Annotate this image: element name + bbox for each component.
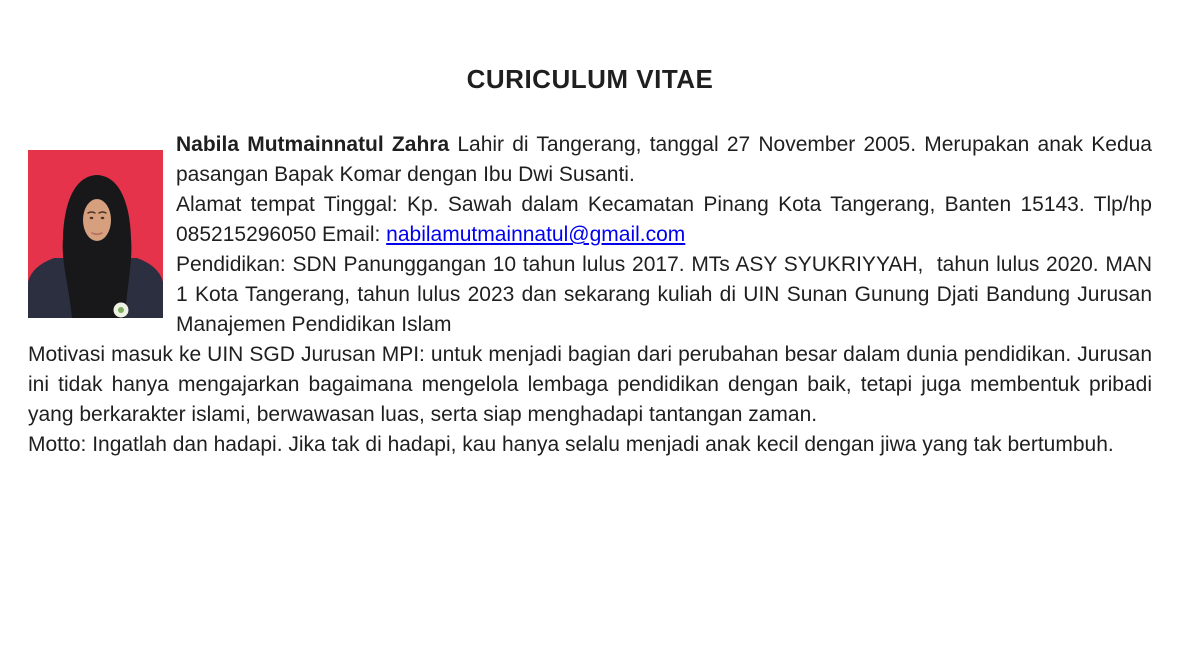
left-eye	[90, 217, 94, 219]
id-badge-mark	[118, 307, 124, 313]
contact-text: Alamat tempat Tinggal: Kp. Sawah dalam Kecamatan Pinang Kota Tangerang, Banten 15143. Tlp/hp 085215296050 Email:	[176, 193, 1152, 246]
bio-text: Lahir di Tangerang, tanggal 27 November 2005. Merupakan anak Kedua pasangan Bapak Komar dengan Ibu Dwi Susanti.	[176, 133, 1152, 186]
right-eye	[101, 217, 105, 219]
email-link[interactable]: nabilamutmainnatul@gmail.com	[386, 223, 686, 246]
education-paragraph: Pendidikan: SDN Panunggangan 10 tahun lulus 2017. MTs ASY SYUKRIYYAH, tahun lulus 2020. MAN 1 Kota Tangerang, tahun lulus 2023 dan sekarang kuliah di UIN Sunan Gunung Djati Bandung Jurusan Manajemen Pendidikan Islam	[176, 253, 1152, 336]
profile-photo-illustration	[28, 150, 163, 318]
hijab	[63, 175, 132, 318]
profile-photo	[28, 150, 163, 318]
document-title: CURICULUM VITAE	[466, 64, 714, 94]
motto-paragraph: Motto: Ingatlah dan hadapi. Jika tak di hadapi, kau hanya selalu menjadi anak kecil dengan jiwa yang tak bertumbuh.	[28, 433, 1114, 456]
cv-content	[28, 130, 1152, 460]
contact-paragraph	[28, 190, 1152, 250]
motivation-paragraph: Motivasi masuk ke UIN SGD Jurusan MPI: untuk menjadi bagian dari perubahan besar dalam dunia pendidikan. Jurusan ini tidak hanya mengajarkan bagaimana mengelola lembaga pendidikan dengan baik, tetapi juga membentuk pribadi yang berkarakter islami, berwawasan luas, serta siap menghadapi tantangan zaman.	[28, 343, 1152, 426]
person-name: Nabila Mutmainnatul Zahra	[176, 133, 450, 156]
bio-paragraph	[28, 130, 1152, 190]
